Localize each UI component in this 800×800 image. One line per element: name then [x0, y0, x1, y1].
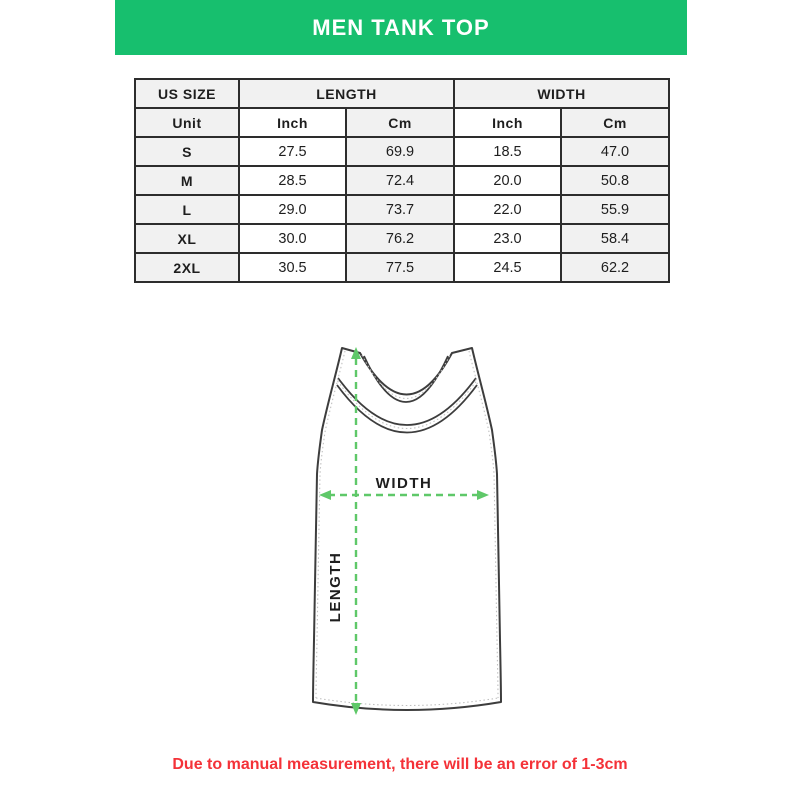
col-header-us-size: US SIZE [135, 79, 239, 108]
length-inch-cell: 27.5 [239, 137, 346, 166]
arrow-down-icon [351, 703, 361, 715]
header-row-groups [135, 79, 669, 108]
size-cell: 2XL [135, 253, 239, 282]
width-inch-cell: 20.0 [454, 166, 561, 195]
size-chart [134, 78, 668, 283]
width-inch-cell: 23.0 [454, 224, 561, 253]
size-cell: L [135, 195, 239, 224]
length-cm-cell: 76.2 [346, 224, 454, 253]
width-label: WIDTH [375, 475, 433, 492]
size-chart-table [134, 78, 670, 283]
table-row [135, 253, 669, 282]
measurement-error-note: Due to manual measurement, there will be an error of 1-3cm [172, 756, 628, 773]
width-inch-cell: 24.5 [454, 253, 561, 282]
table-row [135, 224, 669, 253]
width-cm-cell: 55.9 [561, 195, 669, 224]
width-cm-cell: 50.8 [561, 166, 669, 195]
col-header-length: LENGTH [239, 79, 454, 108]
size-cell: S [135, 137, 239, 166]
table-row [135, 166, 669, 195]
title-banner [115, 0, 687, 55]
length-inch-cell: 28.5 [239, 166, 346, 195]
length-cm-cell: 73.7 [346, 195, 454, 224]
length-cm-cell: 77.5 [346, 253, 454, 282]
tank-top-diagram [280, 340, 520, 730]
size-cell: XL [135, 224, 239, 253]
col-header-width: WIDTH [454, 79, 669, 108]
unit-header: Unit [135, 108, 239, 137]
width-cm-cell: 62.2 [561, 253, 669, 282]
length-inch-cell: 30.5 [239, 253, 346, 282]
width-inch-header: Inch [454, 108, 561, 137]
length-cm-header: Cm [346, 108, 454, 137]
length-cm-cell: 69.9 [346, 137, 454, 166]
page-title: MEN TANK TOP [312, 14, 490, 40]
length-inch-cell: 30.0 [239, 224, 346, 253]
length-inch-cell: 29.0 [239, 195, 346, 224]
width-cm-header: Cm [561, 108, 669, 137]
size-cell: M [135, 166, 239, 195]
length-inch-header: Inch [239, 108, 346, 137]
width-cm-cell: 47.0 [561, 137, 669, 166]
table-row [135, 137, 669, 166]
width-inch-cell: 22.0 [454, 195, 561, 224]
header-row-units [135, 108, 669, 137]
width-cm-cell: 58.4 [561, 224, 669, 253]
length-label: LENGTH [327, 551, 344, 623]
length-cm-cell: 72.4 [346, 166, 454, 195]
table-row [135, 195, 669, 224]
width-inch-cell: 18.5 [454, 137, 561, 166]
